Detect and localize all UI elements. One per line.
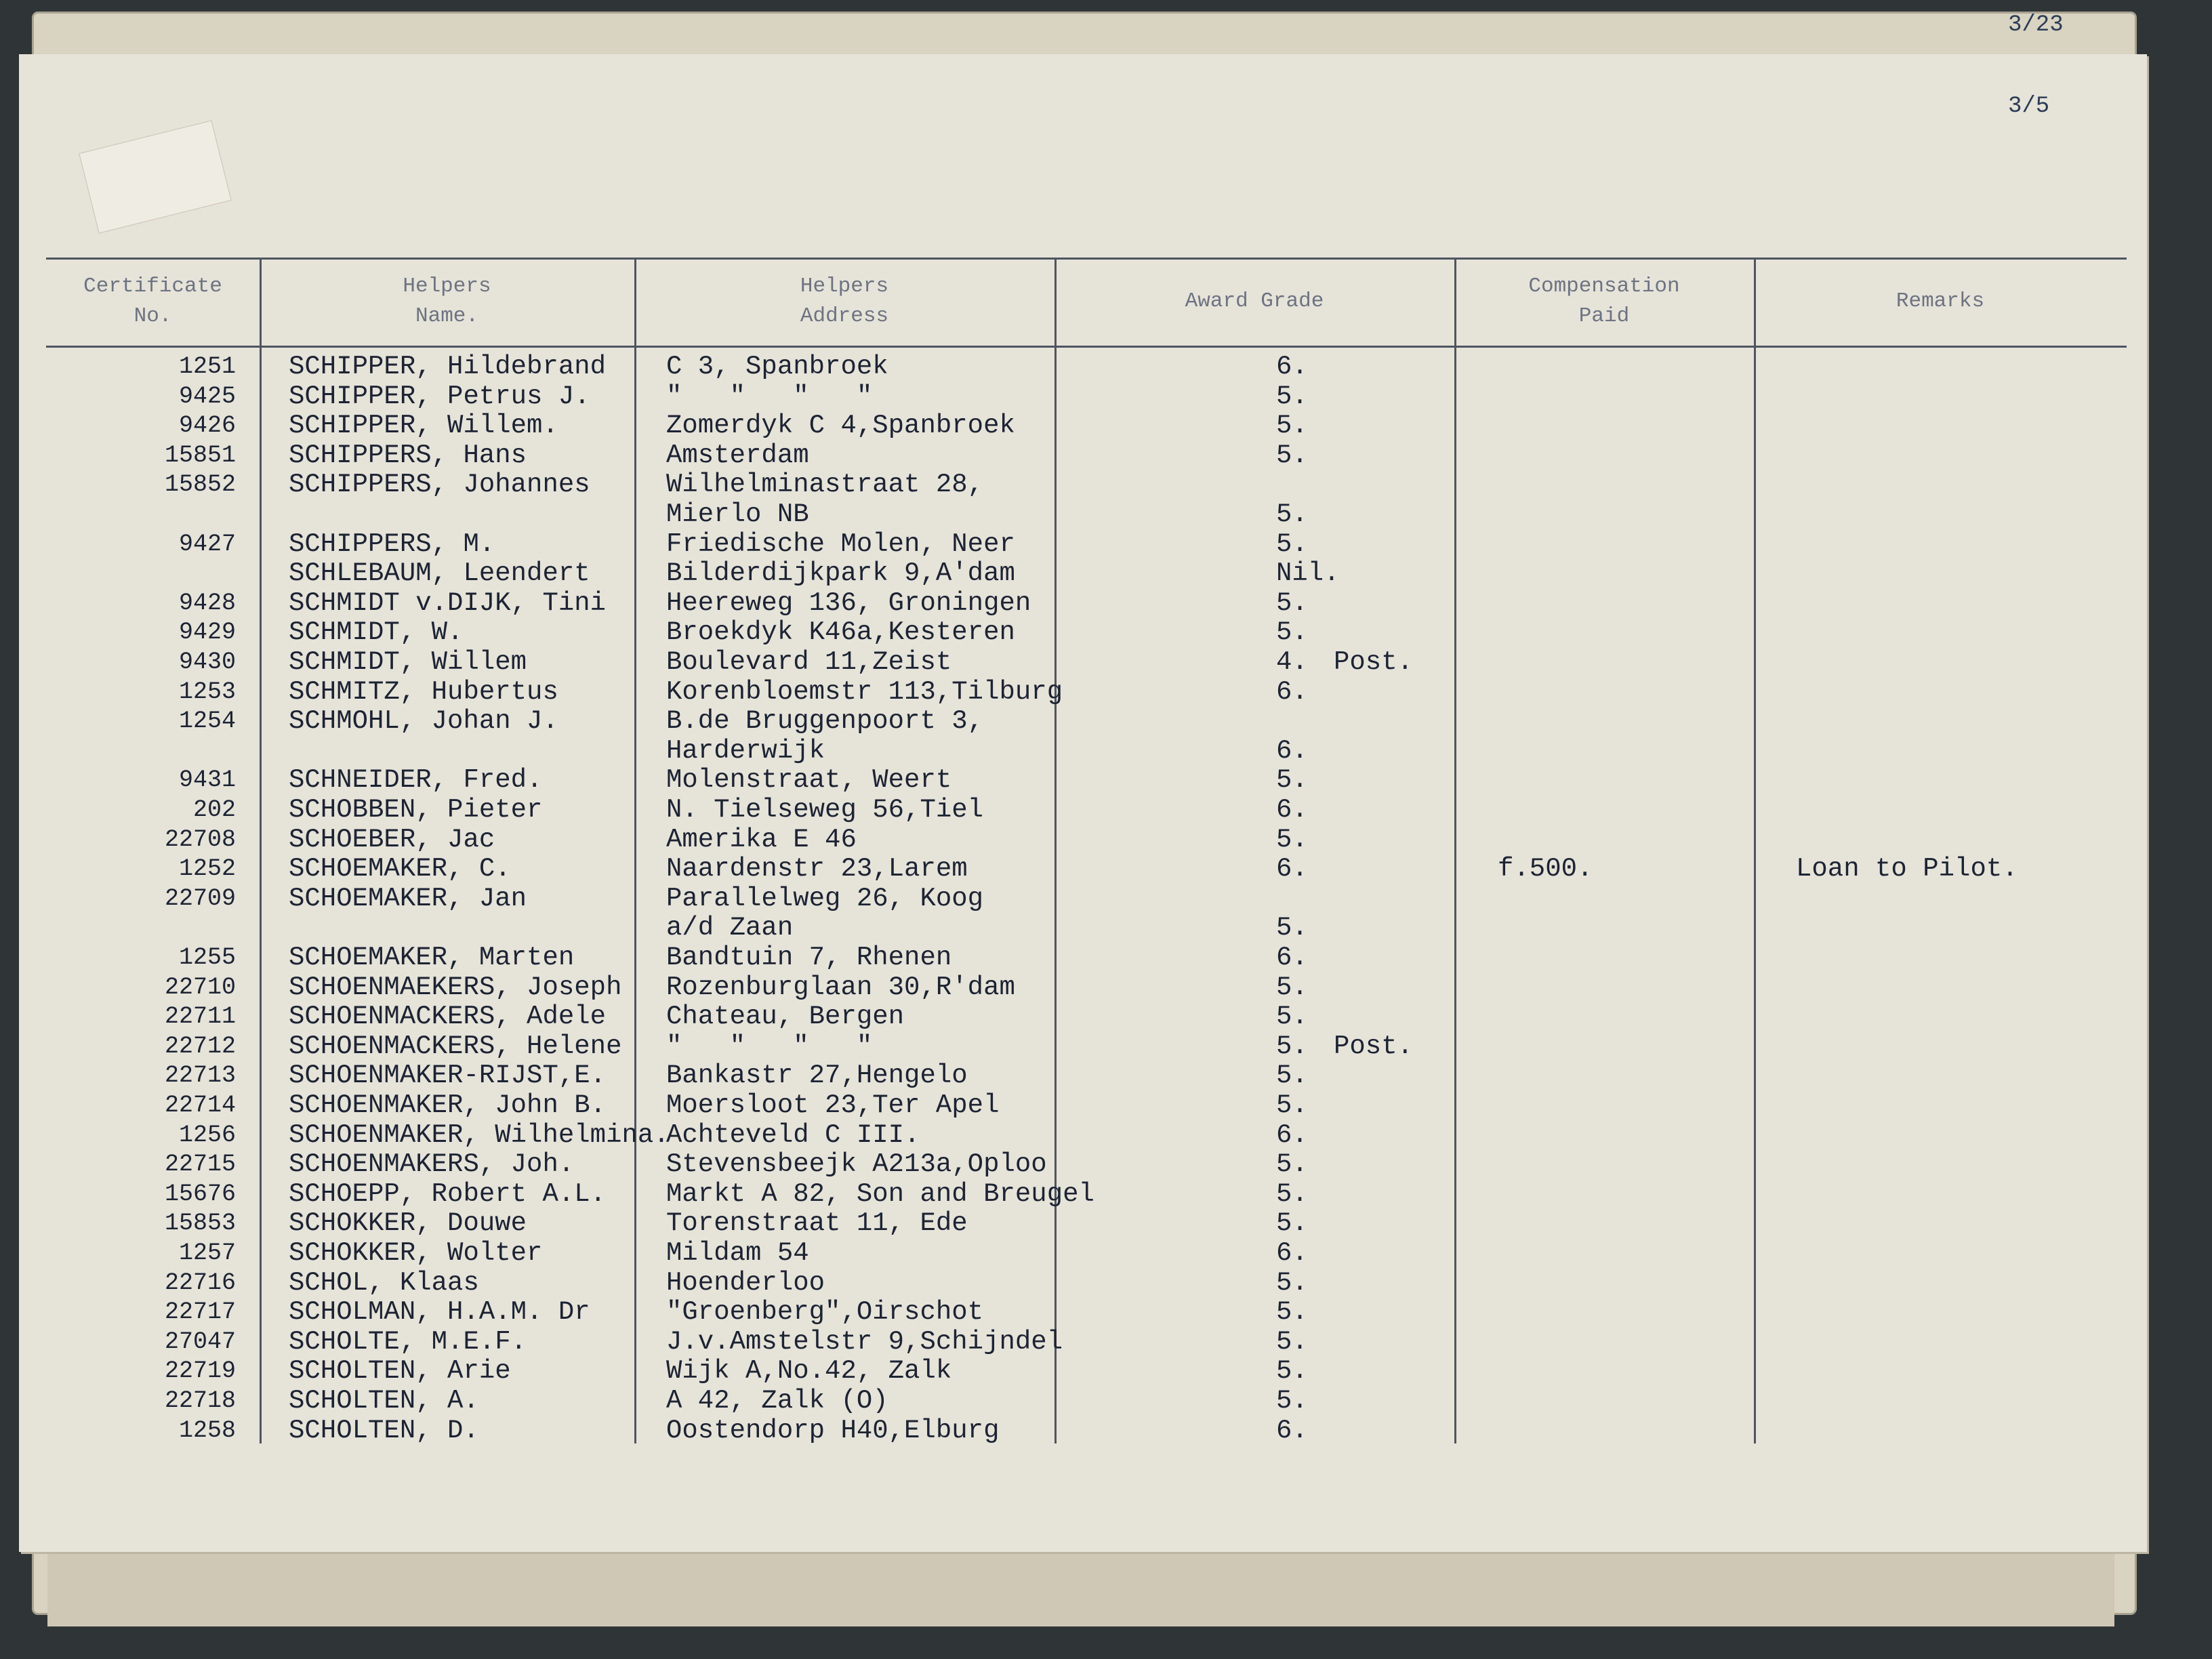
compensation-paid: f.500.	[1498, 854, 1593, 884]
header-remarks	[1754, 258, 2127, 346]
award-grade: 5.	[1276, 588, 1308, 618]
header-label: Compensation	[1528, 274, 1680, 298]
helper-address: Bandtuin 7, Rhenen	[666, 943, 952, 972]
helper-address: Parallelweg 26, Koog	[666, 883, 984, 914]
helper-address: " " " "	[666, 1031, 873, 1061]
award-grade: 5.	[1276, 1356, 1308, 1387]
helper-name: SCHMIDT, Willem	[289, 647, 527, 677]
header-comp	[1454, 258, 1754, 346]
helper-name: SCHMIDT v.DIJK, Tini	[289, 588, 607, 618]
certificate-no: 22711	[164, 1003, 236, 1031]
helper-address: A 42, Zalk (O)	[666, 1386, 888, 1416]
helper-address: Wijk A,No.42, Zalk	[666, 1356, 952, 1387]
award-grade: 5.	[1276, 499, 1308, 529]
column-divider	[1754, 258, 1756, 1443]
helper-name: SCHOEPP, Robert A.L.	[289, 1179, 607, 1209]
award-grade: 6.	[1276, 352, 1308, 382]
certificate-no: 22708	[164, 825, 236, 853]
helper-address: Boulevard 11,Zeist	[666, 647, 952, 677]
award-grade: 6.	[1276, 1415, 1308, 1446]
award-grade: 6.	[1276, 854, 1308, 884]
helper-address: a/d Zaan	[666, 913, 794, 943]
header-label: Helpers	[800, 274, 889, 298]
helper-address: Molenstraat, Weert	[666, 765, 952, 796]
helper-address: Markt A 82, Son and Breugel	[666, 1179, 1094, 1209]
award-grade: 5.	[1276, 617, 1308, 648]
award-grade: 5.	[1276, 1031, 1308, 1061]
certificate-no: 202	[192, 796, 236, 823]
header-label: No.	[134, 304, 172, 328]
header-address	[634, 258, 1054, 346]
header-label: Address	[800, 304, 889, 328]
helper-address: Achteveld C III.	[666, 1120, 920, 1150]
award-grade: 5.	[1276, 411, 1308, 441]
page-ref-corner: 3/5	[2008, 94, 2050, 119]
header-name	[260, 258, 634, 346]
helper-address: Oostendorp H40,Elburg	[666, 1415, 1000, 1446]
award-grade: 5.	[1276, 765, 1308, 796]
helper-name: SCHOENMACKERS, Adele	[289, 1002, 607, 1032]
helper-name: SCHOLMAN, H.A.M. Dr	[289, 1297, 590, 1328]
helper-name: SCHOENMACKERS, Helene	[289, 1031, 622, 1061]
helper-name: SCHLEBAUM, Leendert	[289, 558, 590, 589]
helper-address: Hoenderloo	[666, 1267, 825, 1298]
helper-address: N. Tielseweg 56,Tiel	[666, 795, 984, 825]
certificate-no: 22716	[164, 1269, 236, 1296]
helper-name: SCHOENMAEKERS, Joseph	[289, 972, 622, 1002]
helper-name: SCHIPPER, Hildebrand	[289, 352, 607, 382]
certificate-no: 15676	[164, 1180, 236, 1208]
award-grade: 6.	[1276, 676, 1308, 707]
certificate-no: 9427	[178, 530, 236, 558]
helper-name: SCHOENMAKER, John B.	[289, 1090, 607, 1120]
award-grade: 6.	[1276, 1120, 1308, 1150]
helper-address: Wilhelminastraat 28,	[666, 470, 984, 500]
certificate-no: 15851	[164, 441, 236, 469]
helper-name: SCHNEIDER, Fred.	[289, 765, 543, 796]
certificate-no: 9430	[178, 649, 236, 676]
certificate-no: 9425	[178, 382, 236, 410]
helper-name: SCHIPPERS, M.	[289, 529, 495, 559]
certificate-no: 1254	[178, 708, 236, 735]
award-grade: 5.	[1276, 913, 1308, 943]
award-grade: 5.	[1276, 1326, 1308, 1357]
helper-address: C 3, Spanbroek	[666, 352, 888, 382]
certificate-no: 22709	[164, 884, 236, 912]
certificate-no: 22715	[164, 1151, 236, 1179]
award-grade: 5.	[1276, 440, 1308, 470]
paper-tab	[79, 120, 232, 233]
award-grade: 5.	[1276, 1297, 1308, 1328]
award-grade: 5.	[1276, 1061, 1308, 1091]
helper-name: SCHMITZ, Hubertus	[289, 676, 558, 707]
award-grade: Nil.	[1276, 558, 1340, 589]
helper-address: Heereweg 136, Groningen	[666, 588, 1031, 618]
certificate-no: 22717	[164, 1298, 236, 1326]
certificate-no: 22719	[164, 1357, 236, 1385]
helper-address: Amsterdam	[666, 440, 809, 470]
page-ref-top: 3/23	[2008, 12, 2064, 38]
helper-address: Mildam 54	[666, 1238, 809, 1268]
column-divider	[634, 258, 636, 1443]
header-label: Remarks	[1896, 289, 1985, 313]
award-grade: 5.	[1276, 529, 1308, 559]
certificate-no: 9431	[178, 766, 236, 794]
header-label: Certificate	[83, 274, 222, 298]
award-grade: 5.	[1276, 1386, 1308, 1416]
award-grade: 5.	[1276, 1149, 1308, 1180]
award-grade: 5.	[1276, 1179, 1308, 1209]
helper-address: "Groenberg",Oirschot	[666, 1297, 984, 1328]
header-bottom-rule	[46, 346, 2127, 348]
award-note: Post.	[1334, 1031, 1414, 1061]
helper-name: SCHOBBEN, Pieter	[289, 795, 543, 825]
certificate-no: 9428	[178, 589, 236, 617]
certificate-no: 1257	[178, 1240, 236, 1267]
helper-name: SCHOEMAKER, Jan	[289, 883, 527, 914]
helper-name: SCHOKKER, Douwe	[289, 1208, 527, 1239]
header-grade	[1054, 258, 1454, 346]
helper-address: Mierlo NB	[666, 499, 809, 529]
helper-address: " " " "	[666, 381, 873, 411]
header-label: Helpers	[403, 274, 491, 298]
column-divider	[1454, 258, 1456, 1443]
helper-address: Stevensbeejk A213a,Oploo	[666, 1149, 1047, 1180]
award-grade: 6.	[1276, 735, 1308, 766]
certificate-no: 22714	[164, 1092, 236, 1119]
helper-name: SCHOLTEN, D.	[289, 1415, 479, 1446]
certificate-no: 9426	[178, 412, 236, 440]
award-grade: 5.	[1276, 1208, 1308, 1239]
certificate-no: 1258	[178, 1416, 236, 1444]
award-grade: 4.	[1276, 647, 1308, 677]
helper-address: Moersloot 23,Ter Apel	[666, 1090, 1000, 1120]
helper-name: SCHIPPER, Willem.	[289, 411, 558, 441]
column-divider	[1054, 258, 1057, 1443]
award-grade: 5.	[1276, 381, 1308, 411]
helper-name: SCHOLTEN, Arie	[289, 1356, 511, 1387]
award-grade: 6.	[1276, 943, 1308, 972]
helper-address: Rozenburglaan 30,R'dam	[666, 972, 1015, 1002]
header-label: Name.	[415, 304, 478, 328]
column-divider	[260, 258, 262, 1443]
award-grade: 6.	[1276, 795, 1308, 825]
certificate-no: 15852	[164, 471, 236, 499]
helper-address: B.de Bruggenpoort 3,	[666, 706, 984, 737]
helper-name: SCHOL, Klaas	[289, 1267, 479, 1298]
helper-name: SCHOEMAKER, Marten	[289, 943, 575, 972]
helper-address: J.v.Amstelstr 9,Schijndel	[666, 1326, 1063, 1357]
helper-name: SCHOKKER, Wolter	[289, 1238, 543, 1268]
certificate-no: 1251	[178, 353, 236, 380]
helper-name: SCHOLTE, M.E.F.	[289, 1326, 527, 1357]
remarks: Loan to Pilot.	[1796, 854, 2018, 884]
helper-address: Naardenstr 23,Larem	[666, 854, 968, 884]
certificate-no: 22710	[164, 973, 236, 1001]
award-note: Post.	[1334, 647, 1414, 677]
helper-address: Bankastr 27,Hengelo	[666, 1061, 968, 1091]
helper-address: Korenbloemstr 113,Tilburg	[666, 676, 1063, 707]
helper-name: SCHOENMAKER-RIJST,E.	[289, 1061, 607, 1091]
helper-name: SCHMIDT, W.	[289, 617, 464, 648]
helper-address: Harderwijk	[666, 735, 825, 766]
certificate-no: 22713	[164, 1062, 236, 1090]
helper-address: Broekdyk K46a,Kesteren	[666, 617, 1015, 648]
certificate-no: 15853	[164, 1210, 236, 1237]
award-grade: 5.	[1276, 1090, 1308, 1120]
certificate-no: 1253	[178, 678, 236, 705]
certificate-no: 22718	[164, 1387, 236, 1414]
helper-name: SCHOEMAKER, C.	[289, 854, 511, 884]
helper-address: Amerika E 46	[666, 824, 857, 855]
helper-address: Chateau, Bergen	[666, 1002, 905, 1032]
header-label: Paid	[1578, 304, 1630, 328]
helper-name: SCHIPPERS, Johannes	[289, 470, 590, 500]
helper-name: SCHOLTEN, A.	[289, 1386, 479, 1416]
certificate-no: 1256	[178, 1121, 236, 1149]
certificate-no: 9429	[178, 619, 236, 647]
helper-name: SCHOENMAKERS, Joh.	[289, 1149, 575, 1180]
header-label: Award Grade	[1185, 289, 1324, 313]
helper-name: SCHOEBER, Jac	[289, 824, 495, 855]
certificate-no: 27047	[164, 1328, 236, 1355]
helper-address: Bilderdijkpark 9,A'dam	[666, 558, 1015, 589]
helper-name: SCHMOHL, Johan J.	[289, 706, 558, 737]
award-grade: 5.	[1276, 1267, 1308, 1298]
helper-address: Friedische Molen, Neer	[666, 529, 1015, 559]
helper-name: SCHOENMAKER, Wilhelmina.	[289, 1120, 670, 1150]
award-grade: 5.	[1276, 1002, 1308, 1032]
document-sheet	[19, 12, 2147, 1552]
certificate-no: 1255	[178, 944, 236, 971]
certificate-no: 1252	[178, 855, 236, 883]
award-grade: 5.	[1276, 824, 1308, 855]
award-grade: 6.	[1276, 1238, 1308, 1268]
header-cert	[46, 258, 260, 346]
certificate-no: 22712	[164, 1032, 236, 1060]
helper-name: SCHIPPERS, Hans	[289, 440, 527, 470]
helper-address: Zomerdyk C 4,Spanbroek	[666, 411, 1015, 441]
award-grade: 5.	[1276, 972, 1308, 1002]
helper-address: Torenstraat 11, Ede	[666, 1208, 968, 1239]
helper-name: SCHIPPER, Petrus J.	[289, 381, 590, 411]
